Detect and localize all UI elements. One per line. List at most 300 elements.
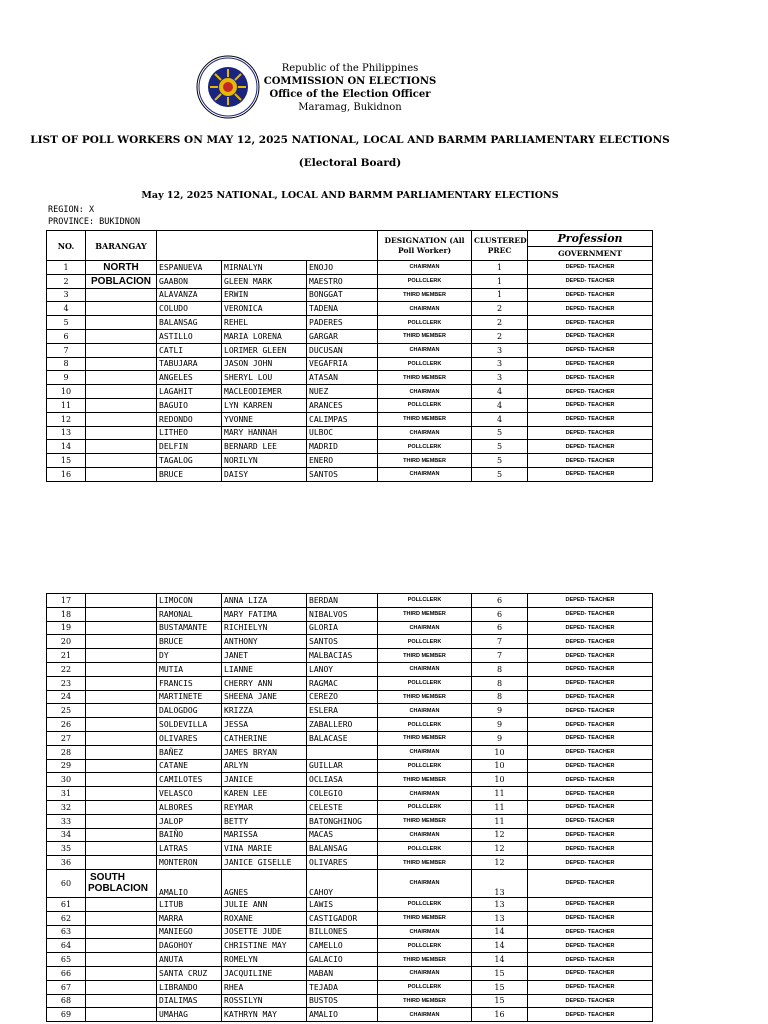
last-name: MARTINETE	[157, 690, 222, 704]
row-no: 64	[47, 939, 86, 953]
last-name: BRUCE	[157, 635, 222, 649]
first-name: YVONNE	[222, 412, 307, 426]
last-name: LITHEO	[157, 426, 222, 440]
barangay-cell	[86, 329, 157, 343]
first-name: JANET	[222, 649, 307, 663]
profession: DEPED- TEACHER	[528, 357, 653, 371]
profession: DEPED- TEACHER	[528, 718, 653, 732]
designation: POLLCLERK	[378, 398, 472, 412]
first-name: BERNARD LEE	[222, 440, 307, 454]
designation: CHAIRMAN	[378, 467, 472, 481]
province-label: PROVINCE: BUKIDNON	[48, 217, 141, 227]
designation: THIRD MEMBER	[378, 911, 472, 925]
col-profession: Profession	[528, 231, 653, 247]
row-no: 27	[47, 731, 86, 745]
designation: POLLCLERK	[378, 897, 472, 911]
row-no: 5	[47, 316, 86, 330]
last-name: BAIÑO	[157, 828, 222, 842]
first-name: ANTHONY	[222, 635, 307, 649]
last-name: BAGUIO	[157, 398, 222, 412]
profession: DEPED- TEACHER	[528, 621, 653, 635]
last-name: DAGOHOY	[157, 939, 222, 953]
clustered-prec: 14	[472, 953, 528, 967]
last-name: ESPANUEVA	[157, 261, 222, 275]
clustered-prec: 13	[472, 911, 528, 925]
middle-name: BATONGHINOG	[307, 814, 378, 828]
barangay-cell	[86, 426, 157, 440]
barangay-cell	[86, 994, 157, 1008]
first-name: MARISSA	[222, 828, 307, 842]
profession: DEPED- TEACHER	[528, 261, 653, 275]
row-no: 60	[47, 869, 86, 897]
table-row	[47, 828, 653, 842]
profession: DEPED- TEACHER	[528, 731, 653, 745]
designation: POLLCLERK	[378, 676, 472, 690]
clustered-prec: 4	[472, 398, 528, 412]
first-name: MARY FATIMA	[222, 607, 307, 621]
election-subheading: May 12, 2025 NATIONAL, LOCAL AND BARMM PARLIAMENTARY ELECTIONS	[141, 190, 559, 201]
barangay-cell	[86, 412, 157, 426]
designation: THIRD MEMBER	[378, 607, 472, 621]
clustered-prec: 11	[472, 800, 528, 814]
last-name: BRUCE	[157, 467, 222, 481]
clustered-prec: 6	[472, 607, 528, 621]
profession: DEPED- TEACHER	[528, 454, 653, 468]
barangay-cell	[86, 357, 157, 371]
profession: DEPED- TEACHER	[528, 994, 653, 1008]
first-name: VINA MARIE	[222, 842, 307, 856]
clustered-prec: 15	[472, 966, 528, 980]
first-name: BETTY	[222, 814, 307, 828]
last-name: CATANE	[157, 759, 222, 773]
designation: POLLCLERK	[378, 980, 472, 994]
first-name: RICHIELYN	[222, 621, 307, 635]
col-clustered-prec: CLUSTERED PREC	[472, 231, 528, 261]
designation: POLLCLERK	[378, 759, 472, 773]
barangay-cell	[86, 856, 157, 870]
clustered-prec: 16	[472, 1008, 528, 1022]
middle-name: GLORIA	[307, 621, 378, 635]
profession: DEPED- TEACHER	[528, 911, 653, 925]
designation: CHAIRMAN	[378, 343, 472, 357]
clustered-prec: 2	[472, 302, 528, 316]
header-location: Maramag, Bukidnon	[298, 102, 402, 113]
clustered-prec: 13	[472, 869, 528, 897]
designation: POLLCLERK	[378, 718, 472, 732]
table-row	[47, 814, 653, 828]
profession: DEPED- TEACHER	[528, 426, 653, 440]
table-row	[47, 925, 653, 939]
barangay-cell	[86, 897, 157, 911]
designation: CHAIRMAN	[378, 662, 472, 676]
barangay-cell	[86, 842, 157, 856]
barangay-cell	[86, 980, 157, 994]
middle-name: MABAN	[307, 966, 378, 980]
designation: POLLCLERK	[378, 316, 472, 330]
middle-name: ARANCES	[307, 398, 378, 412]
middle-name: GARGAR	[307, 329, 378, 343]
profession: DEPED- TEACHER	[528, 787, 653, 801]
clustered-prec: 10	[472, 759, 528, 773]
designation: THIRD MEMBER	[378, 649, 472, 663]
middle-name: DUCUSAN	[307, 343, 378, 357]
clustered-prec: 15	[472, 994, 528, 1008]
table-row	[47, 911, 653, 925]
middle-name: LANOY	[307, 662, 378, 676]
barangay-cell	[86, 302, 157, 316]
first-name: RHEA	[222, 980, 307, 994]
first-name: ROSSILYN	[222, 994, 307, 1008]
barangay-cell	[86, 939, 157, 953]
clustered-prec: 8	[472, 690, 528, 704]
row-no: 9	[47, 371, 86, 385]
barangay-cell	[86, 745, 157, 759]
middle-name: BERDAN	[307, 594, 378, 608]
clustered-prec: 12	[472, 856, 528, 870]
barangay-cell	[86, 1008, 157, 1022]
middle-name: CASTIGADOR	[307, 911, 378, 925]
table-row	[47, 787, 653, 801]
barangay-cell	[86, 828, 157, 842]
table-row	[47, 731, 653, 745]
row-no: 35	[47, 842, 86, 856]
designation: CHAIRMAN	[378, 621, 472, 635]
middle-name: SANTOS	[307, 467, 378, 481]
profession: DEPED- TEACHER	[528, 274, 653, 288]
table-row	[47, 1008, 653, 1022]
last-name: LIMOCON	[157, 594, 222, 608]
clustered-prec: 12	[472, 828, 528, 842]
table-row	[47, 994, 653, 1008]
barangay-cell	[86, 925, 157, 939]
barangay-cell	[86, 398, 157, 412]
middle-name: MACAS	[307, 828, 378, 842]
middle-name: NUEZ	[307, 385, 378, 399]
first-name: JANICE	[222, 773, 307, 787]
last-name: DELFIN	[157, 440, 222, 454]
clustered-prec: 3	[472, 357, 528, 371]
first-name: ANNA LIZA	[222, 594, 307, 608]
last-name: LIBRANDO	[157, 980, 222, 994]
clustered-prec: 6	[472, 621, 528, 635]
table-row	[47, 662, 653, 676]
last-name: ANGELES	[157, 371, 222, 385]
first-name: ERWIN	[222, 288, 307, 302]
profession: DEPED- TEACHER	[528, 842, 653, 856]
table-row	[47, 690, 653, 704]
barangay-cell	[86, 966, 157, 980]
barangay-cell	[86, 454, 157, 468]
barangay-cell	[86, 385, 157, 399]
first-name: CATHERINE	[222, 731, 307, 745]
profession: DEPED- TEACHER	[528, 371, 653, 385]
first-name: SHEENA JANE	[222, 690, 307, 704]
first-name: ARLYN	[222, 759, 307, 773]
designation: THIRD MEMBER	[378, 856, 472, 870]
row-no: 25	[47, 704, 86, 718]
last-name: MUTIA	[157, 662, 222, 676]
row-no: 67	[47, 980, 86, 994]
profession: DEPED- TEACHER	[528, 1008, 653, 1022]
last-name: SANTA CRUZ	[157, 966, 222, 980]
last-name: MONTERON	[157, 856, 222, 870]
row-no: 24	[47, 690, 86, 704]
clustered-prec: 7	[472, 635, 528, 649]
clustered-prec: 9	[472, 704, 528, 718]
first-name: LIANNE	[222, 662, 307, 676]
row-no: 22	[47, 662, 86, 676]
middle-name: CELESTE	[307, 800, 378, 814]
designation: CHAIRMAN	[378, 745, 472, 759]
designation: CHAIRMAN	[378, 1008, 472, 1022]
designation: THIRD MEMBER	[378, 953, 472, 967]
table-row	[47, 980, 653, 994]
first-name: JOSETTE JUDE	[222, 925, 307, 939]
clustered-prec: 5	[472, 454, 528, 468]
row-no: 61	[47, 897, 86, 911]
clustered-prec: 1	[472, 274, 528, 288]
profession: DEPED- TEACHER	[528, 897, 653, 911]
table-row	[47, 718, 653, 732]
first-name: JACQUILINE	[222, 966, 307, 980]
designation: CHAIRMAN	[378, 828, 472, 842]
middle-name: PADERES	[307, 316, 378, 330]
last-name: JALOP	[157, 814, 222, 828]
row-no: 6	[47, 329, 86, 343]
document-subtitle: (Electoral Board)	[298, 157, 402, 169]
clustered-prec: 14	[472, 925, 528, 939]
row-no: 62	[47, 911, 86, 925]
table-row	[47, 800, 653, 814]
last-name: GAABON	[157, 274, 222, 288]
table-row	[47, 426, 653, 440]
last-name: TABUJARA	[157, 357, 222, 371]
last-name: TAGALOG	[157, 454, 222, 468]
row-no: 31	[47, 787, 86, 801]
last-name: ALAVANZA	[157, 288, 222, 302]
table-row	[47, 454, 653, 468]
barangay-cell	[86, 594, 157, 608]
row-no: 66	[47, 966, 86, 980]
row-no: 17	[47, 594, 86, 608]
first-name: KAREN LEE	[222, 787, 307, 801]
clustered-prec: 4	[472, 385, 528, 399]
table-row	[47, 897, 653, 911]
profession: DEPED- TEACHER	[528, 925, 653, 939]
middle-name: NIBALVOS	[307, 607, 378, 621]
barangay-south: SOUTH	[90, 872, 125, 884]
row-no: 15	[47, 454, 86, 468]
middle-name: ZABALLERO	[307, 718, 378, 732]
barangay-cell	[86, 731, 157, 745]
table-row	[47, 759, 653, 773]
last-name: CAMILOTES	[157, 773, 222, 787]
table-row	[47, 398, 653, 412]
last-name: ALBORES	[157, 800, 222, 814]
first-name: GLEEN MARK	[222, 274, 307, 288]
middle-name: ULBOC	[307, 426, 378, 440]
row-no: 34	[47, 828, 86, 842]
designation: CHAIRMAN	[378, 385, 472, 399]
header-commission: COMMISSION ON ELECTIONS	[263, 76, 437, 87]
clustered-prec: 13	[472, 897, 528, 911]
middle-name: COLEGIO	[307, 787, 378, 801]
profession: DEPED- TEACHER	[528, 316, 653, 330]
region-label: REGION: X	[48, 205, 95, 215]
row-no: 28	[47, 745, 86, 759]
table-row	[47, 869, 653, 897]
first-name: REYMAR	[222, 800, 307, 814]
profession: DEPED- TEACHER	[528, 635, 653, 649]
row-no: 1	[47, 261, 86, 275]
barangay-cell	[86, 467, 157, 481]
last-name: REDONDO	[157, 412, 222, 426]
profession: DEPED- TEACHER	[528, 288, 653, 302]
barangay-cell	[86, 869, 157, 897]
barangay-cell	[86, 953, 157, 967]
office-header	[250, 62, 450, 114]
middle-name: VEGAFRIA	[307, 357, 378, 371]
designation: THIRD MEMBER	[378, 994, 472, 1008]
row-no: 69	[47, 1008, 86, 1022]
barangay-cell	[86, 759, 157, 773]
table-row	[47, 440, 653, 454]
designation: THIRD MEMBER	[378, 371, 472, 385]
first-name: CHERRY ANN	[222, 676, 307, 690]
barangay-cell	[86, 911, 157, 925]
first-name: ROMELYN	[222, 953, 307, 967]
profession: DEPED- TEACHER	[528, 676, 653, 690]
designation: POLLCLERK	[378, 440, 472, 454]
table-row	[47, 288, 653, 302]
last-name: UMAHAG	[157, 1008, 222, 1022]
middle-name: OCLIASA	[307, 773, 378, 787]
profession: DEPED- TEACHER	[528, 649, 653, 663]
table-row	[47, 329, 653, 343]
designation: CHAIRMAN	[378, 869, 472, 897]
barangay-cell	[86, 621, 157, 635]
table-row	[47, 676, 653, 690]
clustered-prec: 3	[472, 343, 528, 357]
profession: DEPED- TEACHER	[528, 302, 653, 316]
first-name: KRIZZA	[222, 704, 307, 718]
middle-name: MAESTRO	[307, 274, 378, 288]
table-row	[47, 594, 653, 608]
barangay-cell	[86, 371, 157, 385]
last-name: DALOGDOG	[157, 704, 222, 718]
profession: DEPED- TEACHER	[528, 745, 653, 759]
profession: DEPED- TEACHER	[528, 385, 653, 399]
designation: POLLCLERK	[378, 635, 472, 649]
middle-name: MALBACIAS	[307, 649, 378, 663]
profession: DEPED- TEACHER	[528, 980, 653, 994]
barangay-cell	[86, 704, 157, 718]
table-row	[47, 607, 653, 621]
row-no: 12	[47, 412, 86, 426]
middle-name: GALACIO	[307, 953, 378, 967]
designation: THIRD MEMBER	[378, 773, 472, 787]
middle-name: TADENA	[307, 302, 378, 316]
clustered-prec: 7	[472, 649, 528, 663]
first-name: CHRISTINE MAY	[222, 939, 307, 953]
middle-name: GUILLAR	[307, 759, 378, 773]
row-no: 7	[47, 343, 86, 357]
table-row	[47, 649, 653, 663]
clustered-prec: 4	[472, 412, 528, 426]
middle-name: RAGMAC	[307, 676, 378, 690]
table-row	[47, 385, 653, 399]
header-republic: Republic of the Philippines	[281, 63, 419, 74]
col-barangay: BARANGAY	[86, 231, 157, 261]
middle-name: BALACASE	[307, 731, 378, 745]
row-no: 19	[47, 621, 86, 635]
table-row	[47, 261, 653, 275]
middle-name: ATASAN	[307, 371, 378, 385]
row-no: 16	[47, 467, 86, 481]
middle-name	[307, 745, 378, 759]
table-row	[47, 621, 653, 635]
designation: THIRD MEMBER	[378, 690, 472, 704]
first-name: LORIMER GLEEN	[222, 343, 307, 357]
clustered-prec: 5	[472, 426, 528, 440]
first-name: MARY HANNAH	[222, 426, 307, 440]
middle-name: MADRID	[307, 440, 378, 454]
table-row	[47, 939, 653, 953]
poll-workers-table-page2	[46, 593, 653, 1022]
designation: CHAIRMAN	[378, 966, 472, 980]
clustered-prec: 1	[472, 288, 528, 302]
clustered-prec: 2	[472, 329, 528, 343]
middle-name: ENOJO	[307, 261, 378, 275]
last-name: DIALIMAS	[157, 994, 222, 1008]
clustered-prec: 2	[472, 316, 528, 330]
row-no: 36	[47, 856, 86, 870]
designation: THIRD MEMBER	[378, 329, 472, 343]
first-name: KATHRYN MAY	[222, 1008, 307, 1022]
table-row	[47, 953, 653, 967]
profession: DEPED- TEACHER	[528, 773, 653, 787]
barangay-cell	[86, 690, 157, 704]
row-no: 13	[47, 426, 86, 440]
table-row	[47, 704, 653, 718]
designation: THIRD MEMBER	[378, 412, 472, 426]
designation: CHAIRMAN	[378, 704, 472, 718]
clustered-prec: 14	[472, 939, 528, 953]
barangay-cell	[86, 440, 157, 454]
designation: POLLCLERK	[378, 357, 472, 371]
last-name: BAÑEZ	[157, 745, 222, 759]
barangay-cell	[86, 787, 157, 801]
last-name: MANIEGO	[157, 925, 222, 939]
clustered-prec: 1	[472, 261, 528, 275]
first-name: JULIE ANN	[222, 897, 307, 911]
table-row	[47, 745, 653, 759]
row-no: 23	[47, 676, 86, 690]
row-no: 8	[47, 357, 86, 371]
profession: DEPED- TEACHER	[528, 828, 653, 842]
barangay-cell	[86, 773, 157, 787]
designation: CHAIRMAN	[378, 302, 472, 316]
barangay-poblacion: POBLACION	[88, 883, 148, 895]
middle-name: CAHOY	[307, 869, 378, 897]
clustered-prec: 3	[472, 371, 528, 385]
last-name: LAGAHIT	[157, 385, 222, 399]
clustered-prec: 6	[472, 594, 528, 608]
clustered-prec: 8	[472, 676, 528, 690]
first-name: AGNES	[222, 869, 307, 897]
col-government: GOVERNMENT	[528, 247, 653, 261]
last-name: VELASCO	[157, 787, 222, 801]
